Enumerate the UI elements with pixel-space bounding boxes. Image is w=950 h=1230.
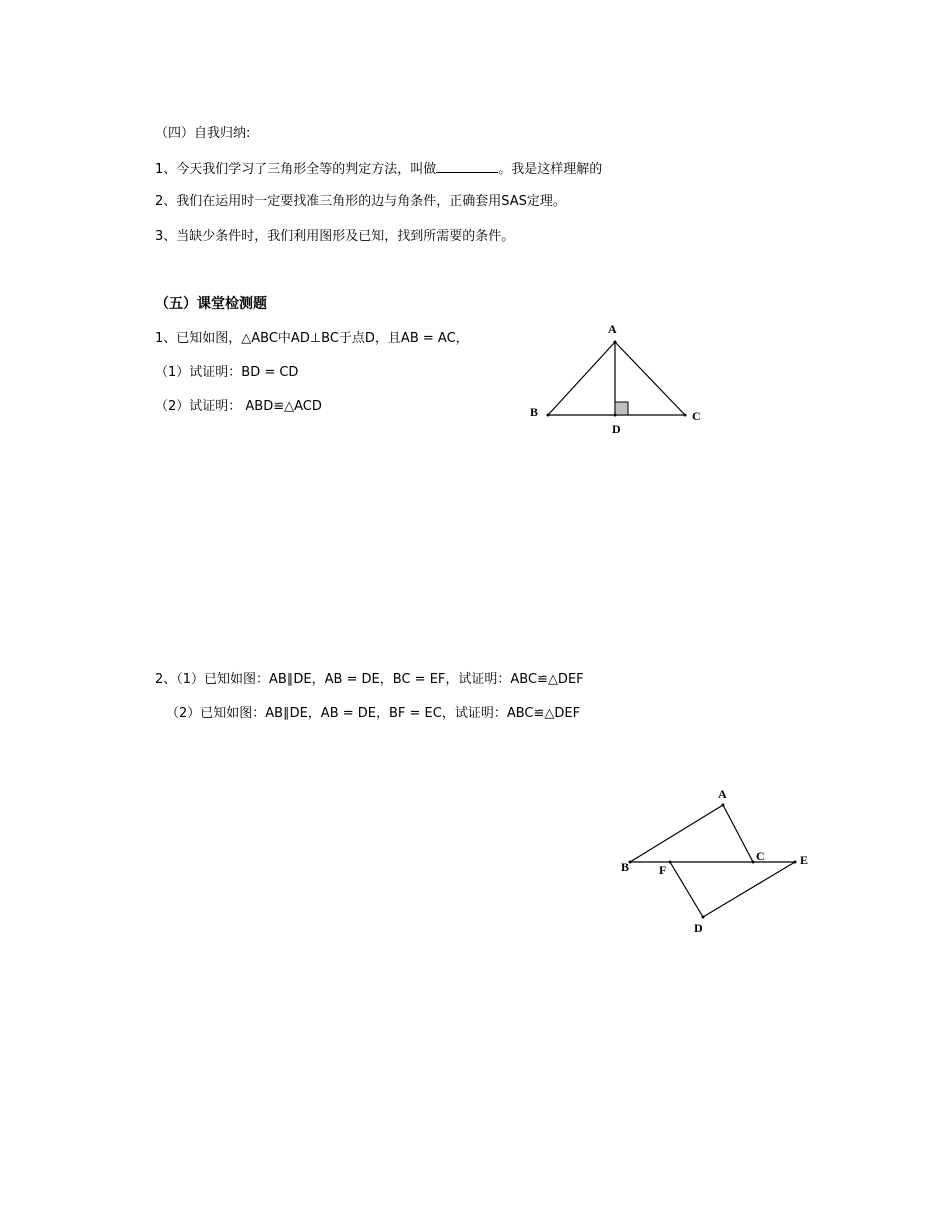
label-C: C [692, 409, 701, 423]
section5-heading: （五）课堂检测题 [155, 296, 267, 312]
q1-stem: 1、已知如图，△ABC中AD⊥BC于点D，且AB = AC， [155, 331, 469, 346]
label-A: A [718, 787, 727, 801]
section4-item2: 2、我们在运用时一定要找准三角形的边与角条件，正确套用SAS定理。 [155, 194, 566, 209]
section4-heading: （四）自我归纳: [155, 126, 251, 141]
two-triangles-figure [615, 785, 815, 935]
label-A: A [608, 322, 617, 336]
section4-item3: 3、当缺少条件时，我们利用图形及已知，找到所需要的条件。 [155, 229, 515, 244]
triangle-figure [520, 315, 720, 440]
section4-item1-suffix: 。我是这样理解的 [498, 162, 603, 177]
q2-part1: 2、（1）已知如图：AB∥DE，AB = DE，BC = EF，试证明：ABC≌△DEF [155, 672, 584, 687]
section4-item1 [155, 160, 602, 178]
label-B: B [621, 860, 630, 874]
label-C: C [756, 849, 765, 863]
q1-part2: （2）试证明： ABD≌△ACD [155, 399, 322, 414]
q1-part1: （1）试证明：BD = CD [155, 365, 299, 380]
label-D: D [612, 422, 621, 436]
label-F: F [659, 863, 667, 877]
label-D: D [694, 921, 703, 935]
label-B: B [530, 405, 539, 419]
q2-part2: （2）已知如图：AB∥DE，AB = DE，BF = EC，试证明：ABC≌△DEF [166, 706, 581, 721]
section4-item1-prefix: 1、今天我们学习了三角形全等的判定方法，叫做 [155, 162, 437, 177]
answer-blank[interactable] [436, 160, 498, 173]
label-E: E [800, 853, 809, 867]
right-angle-mark [615, 402, 628, 415]
